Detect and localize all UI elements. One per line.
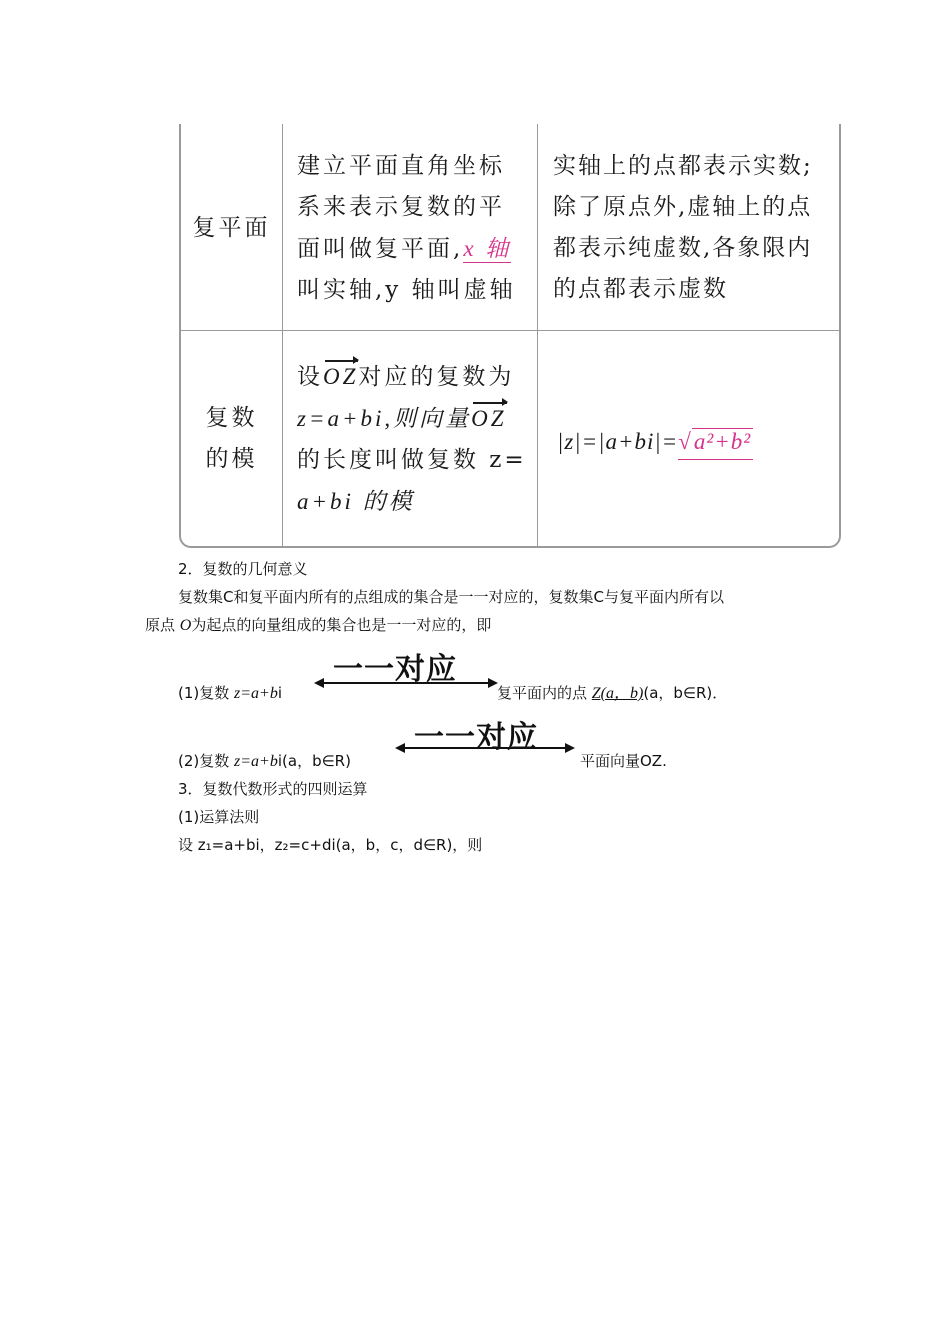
item-1 (178, 683, 282, 704)
item-2-right: 平面向量OZ. (580, 752, 667, 770)
formula-modulus (557, 421, 841, 463)
section-heading: 2．复数的几何意义 (178, 560, 308, 578)
correspondence-label: 一一对应 (414, 720, 538, 755)
answer-blank: x 轴 (463, 236, 512, 261)
text-segment: 为起点的向量组成的集合也是一一对应的，即 (191, 616, 492, 634)
text-line: 叫实轴,y 轴叫虚轴 (297, 277, 516, 303)
text-segment: 面叫做复平面, (297, 236, 464, 262)
table-divider (282, 124, 283, 546)
term-complex-plane: 复平面 (192, 215, 271, 241)
text-segment: 设 (297, 364, 323, 390)
term-modulus (181, 398, 282, 480)
text-line: 都表示纯虚数,各象限内 (553, 235, 813, 261)
text-line: 复数 (205, 405, 258, 431)
text-segment: i (277, 684, 283, 702)
formula-answer: a²+b² (693, 429, 752, 454)
item-2 (178, 751, 351, 772)
text-line: 的长度叫做复数 z= (297, 447, 527, 473)
vector-oz: OZ (471, 398, 506, 439)
origin-symbol: O (179, 617, 192, 634)
text-line (297, 356, 532, 398)
definition-complex-plane (297, 146, 532, 311)
property-complex-plane (553, 146, 841, 310)
definition-modulus (297, 356, 532, 522)
paragraph-line (145, 615, 491, 636)
text-segment: 对应的复数为 (358, 364, 515, 390)
text-segment: (1)复数 (178, 684, 235, 702)
text-segment: (2)复数 (178, 752, 235, 770)
text-line: 的点都表示虚数 (553, 276, 728, 302)
text-line: 建立平面直角坐标 (297, 153, 505, 179)
text-line: a+bi 的模 (297, 489, 415, 514)
text-segment: 复平面内的点 (497, 684, 592, 702)
math-expression: z=a+b (234, 753, 278, 770)
section-heading: 3．复数代数形式的四则运算 (178, 780, 368, 798)
table-divider (181, 330, 839, 331)
sqrt-icon: √a²+b² (678, 429, 752, 454)
point-z: Z(a，b) (591, 685, 644, 702)
answer-blank (678, 429, 753, 460)
text-segment: z=a+bi,则向量 (297, 406, 472, 431)
sub-heading: (1)运算法则 (178, 808, 260, 826)
text-segment: 原点 (145, 616, 180, 634)
double-arrow-icon (395, 741, 575, 755)
correspondence-label: 一一对应 (333, 652, 457, 687)
math-expression: z=a+b (234, 685, 278, 702)
text-segment: i(a，b∈R) (277, 752, 351, 770)
text-line: 实轴上的点都表示实数; (553, 153, 813, 179)
text-line (297, 398, 532, 440)
double-arrow-icon (314, 676, 498, 690)
geometry-table (179, 124, 841, 548)
item-1-right (497, 683, 727, 704)
text-line: 除了原点外,虚轴上的点 (553, 194, 813, 220)
text-line (297, 228, 532, 270)
formula-text: |z|=|a+bi|= (557, 429, 679, 454)
text-line: 的模 (205, 446, 258, 472)
paragraph-line: 设 z₁=a+bi，z₂=c+di(a，b，c，d∈R)，则 (178, 836, 483, 854)
text-segment: (a，b∈R)． (643, 684, 728, 702)
vector-oz: OZ (323, 356, 358, 397)
table-divider (537, 124, 538, 546)
text-line: 系来表示复数的平 (297, 194, 505, 220)
paragraph-line: 复数集C和复平面内所有的点组成的集合是一一对应的，复数集C与复平面内所有以 (178, 588, 724, 606)
